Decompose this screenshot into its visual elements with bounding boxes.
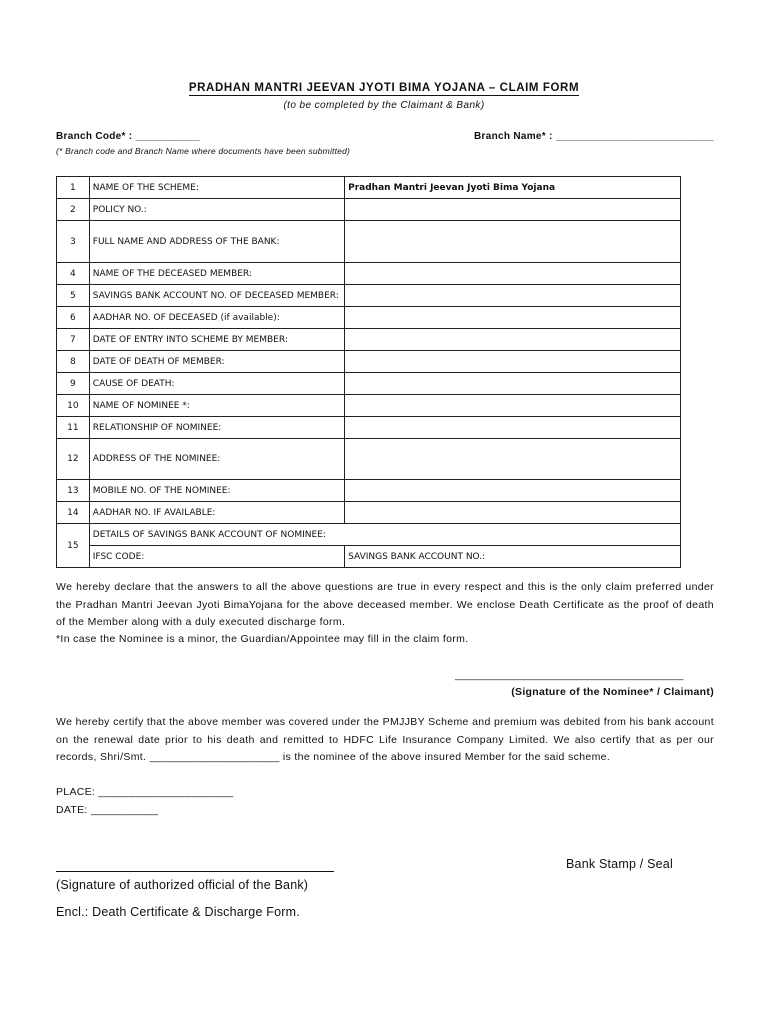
deceased-aadhar-field[interactable] (345, 307, 681, 329)
table-row (57, 285, 681, 307)
scheme-name-value: Pradhan Mantri Jeevan Jyoti Bima Yojana (345, 177, 681, 199)
policy-no-field[interactable] (345, 199, 681, 221)
row-label: RELATIONSHIP OF NOMINEE: (89, 417, 344, 439)
row-number: 6 (57, 307, 90, 329)
row-label: ADDRESS OF THE NOMINEE: (89, 439, 344, 480)
row-number: 1 (57, 177, 90, 199)
table-row (57, 199, 681, 221)
table-row (57, 307, 681, 329)
table-row (57, 221, 681, 263)
minor-note: *In case the Nominee is a minor, the Guardian/Appointee may fill in the claim form. (56, 633, 469, 645)
row-number: 5 (57, 285, 90, 307)
enclosure-note: Encl.: Death Certificate & Discharge Form. (56, 905, 300, 919)
table-row (57, 546, 681, 568)
date-field[interactable]: DATE: ___________ (56, 804, 159, 816)
row-label: NAME OF NOMINEE *: (89, 395, 344, 417)
row-number: 15 (57, 524, 90, 568)
row-number: 8 (57, 351, 90, 373)
branch-name-field: Branch Name* : ___________________________ (474, 131, 715, 142)
nominee-aadhar-field[interactable] (345, 502, 681, 524)
row-label: FULL NAME AND ADDRESS OF THE BANK: (89, 221, 344, 263)
authorized-signature-caption: (Signature of authorized official of the Bank) (56, 878, 309, 892)
nominee-address-field[interactable] (345, 439, 681, 480)
row-label: NAME OF THE SCHEME: (89, 177, 344, 199)
death-date-field[interactable] (345, 351, 681, 373)
bank-certificate-text: We hereby certify that the above member was covered under the PMJJBY Scheme and premium was debited from his bank account on the renewal date prior to his death and remitted to HDFC Life Insurance Company Limited. We also certify that as per our records, Shri/Smt. _____________________ is the nominee of the above insured Member for the said scheme. (56, 716, 714, 763)
row-number: 4 (57, 263, 90, 285)
nominee-relationship-field[interactable] (345, 417, 681, 439)
table-row (57, 439, 681, 480)
table-row (57, 417, 681, 439)
row-number: 11 (57, 417, 90, 439)
table-row (57, 502, 681, 524)
row-number: 14 (57, 502, 90, 524)
form-subtitle: (to be completed by the Claimant & Bank) (283, 100, 485, 111)
row-label: NAME OF THE DECEASED MEMBER: (89, 263, 344, 285)
row-number: 13 (57, 480, 90, 502)
table-row (57, 524, 681, 546)
row-label: CAUSE OF DEATH: (89, 373, 344, 395)
table-row (57, 373, 681, 395)
claim-details-table (56, 176, 681, 568)
table-row (57, 395, 681, 417)
branch-code-field: Branch Code* : ___________ (56, 131, 200, 142)
row-label: MOBILE NO. OF THE NOMINEE: (89, 480, 344, 502)
bank-address-field[interactable] (345, 221, 681, 263)
row-label: POLICY NO.: (89, 199, 344, 221)
row-number: 12 (57, 439, 90, 480)
row-number: 9 (57, 373, 90, 395)
row-label: SAVINGS BANK ACCOUNT NO. OF DECEASED MEMBER: (89, 285, 344, 307)
table-row (57, 177, 681, 199)
authorized-signature-line[interactable] (56, 871, 334, 872)
nominee-signature-caption: (Signature of the Nominee* / Claimant) (511, 686, 714, 698)
row-label: DATE OF ENTRY INTO SCHEME BY MEMBER: (89, 329, 344, 351)
row-number: 2 (57, 199, 90, 221)
row-number: 3 (57, 221, 90, 263)
row-label: AADHAR NO. IF AVAILABLE: (89, 502, 344, 524)
nominee-account-number-field[interactable]: SAVINGS BANK ACCOUNT NO.: (345, 546, 681, 568)
row-label: DATE OF DEATH OF MEMBER: (89, 351, 344, 373)
nominee-mobile-field[interactable] (345, 480, 681, 502)
entry-date-field[interactable] (345, 329, 681, 351)
cause-of-death-field[interactable] (345, 373, 681, 395)
table-row (57, 351, 681, 373)
form-title (0, 82, 768, 94)
row-number: 7 (57, 329, 90, 351)
branch-note: (* Branch code and Branch Name where documents have been submitted) (56, 146, 351, 156)
nominee-name-field[interactable] (345, 395, 681, 417)
bank-stamp-label: Bank Stamp / Seal (566, 857, 673, 871)
row-number: 10 (57, 395, 90, 417)
declaration-text: We hereby declare that the answers to all the above questions are true in every respect and this is the only claim preferred under the Pradhan Mantri Jeevan Jyoti BimaYojana for the above deceased member. We enclose Death Certificate as the proof of death of the Member along with a duly executed discharge form. (56, 581, 714, 628)
table-row (57, 480, 681, 502)
place-field[interactable]: PLACE: ______________________ (56, 786, 234, 798)
ifsc-code-field[interactable]: IFSC CODE: (89, 546, 344, 568)
deceased-account-field[interactable] (345, 285, 681, 307)
deceased-name-field[interactable] (345, 263, 681, 285)
nominee-signature-line[interactable]: _______________________________________ (455, 670, 684, 681)
row-label: AADHAR NO. OF DECEASED (if available): (89, 307, 344, 329)
table-row (57, 263, 681, 285)
nominee-account-details-label: DETAILS OF SAVINGS BANK ACCOUNT OF NOMINEE: (89, 524, 680, 546)
form-title-text: PRADHAN MANTRI JEEVAN JYOTI BIMA YOJANA – CLAIM FORM (188, 82, 580, 94)
table-row (57, 329, 681, 351)
